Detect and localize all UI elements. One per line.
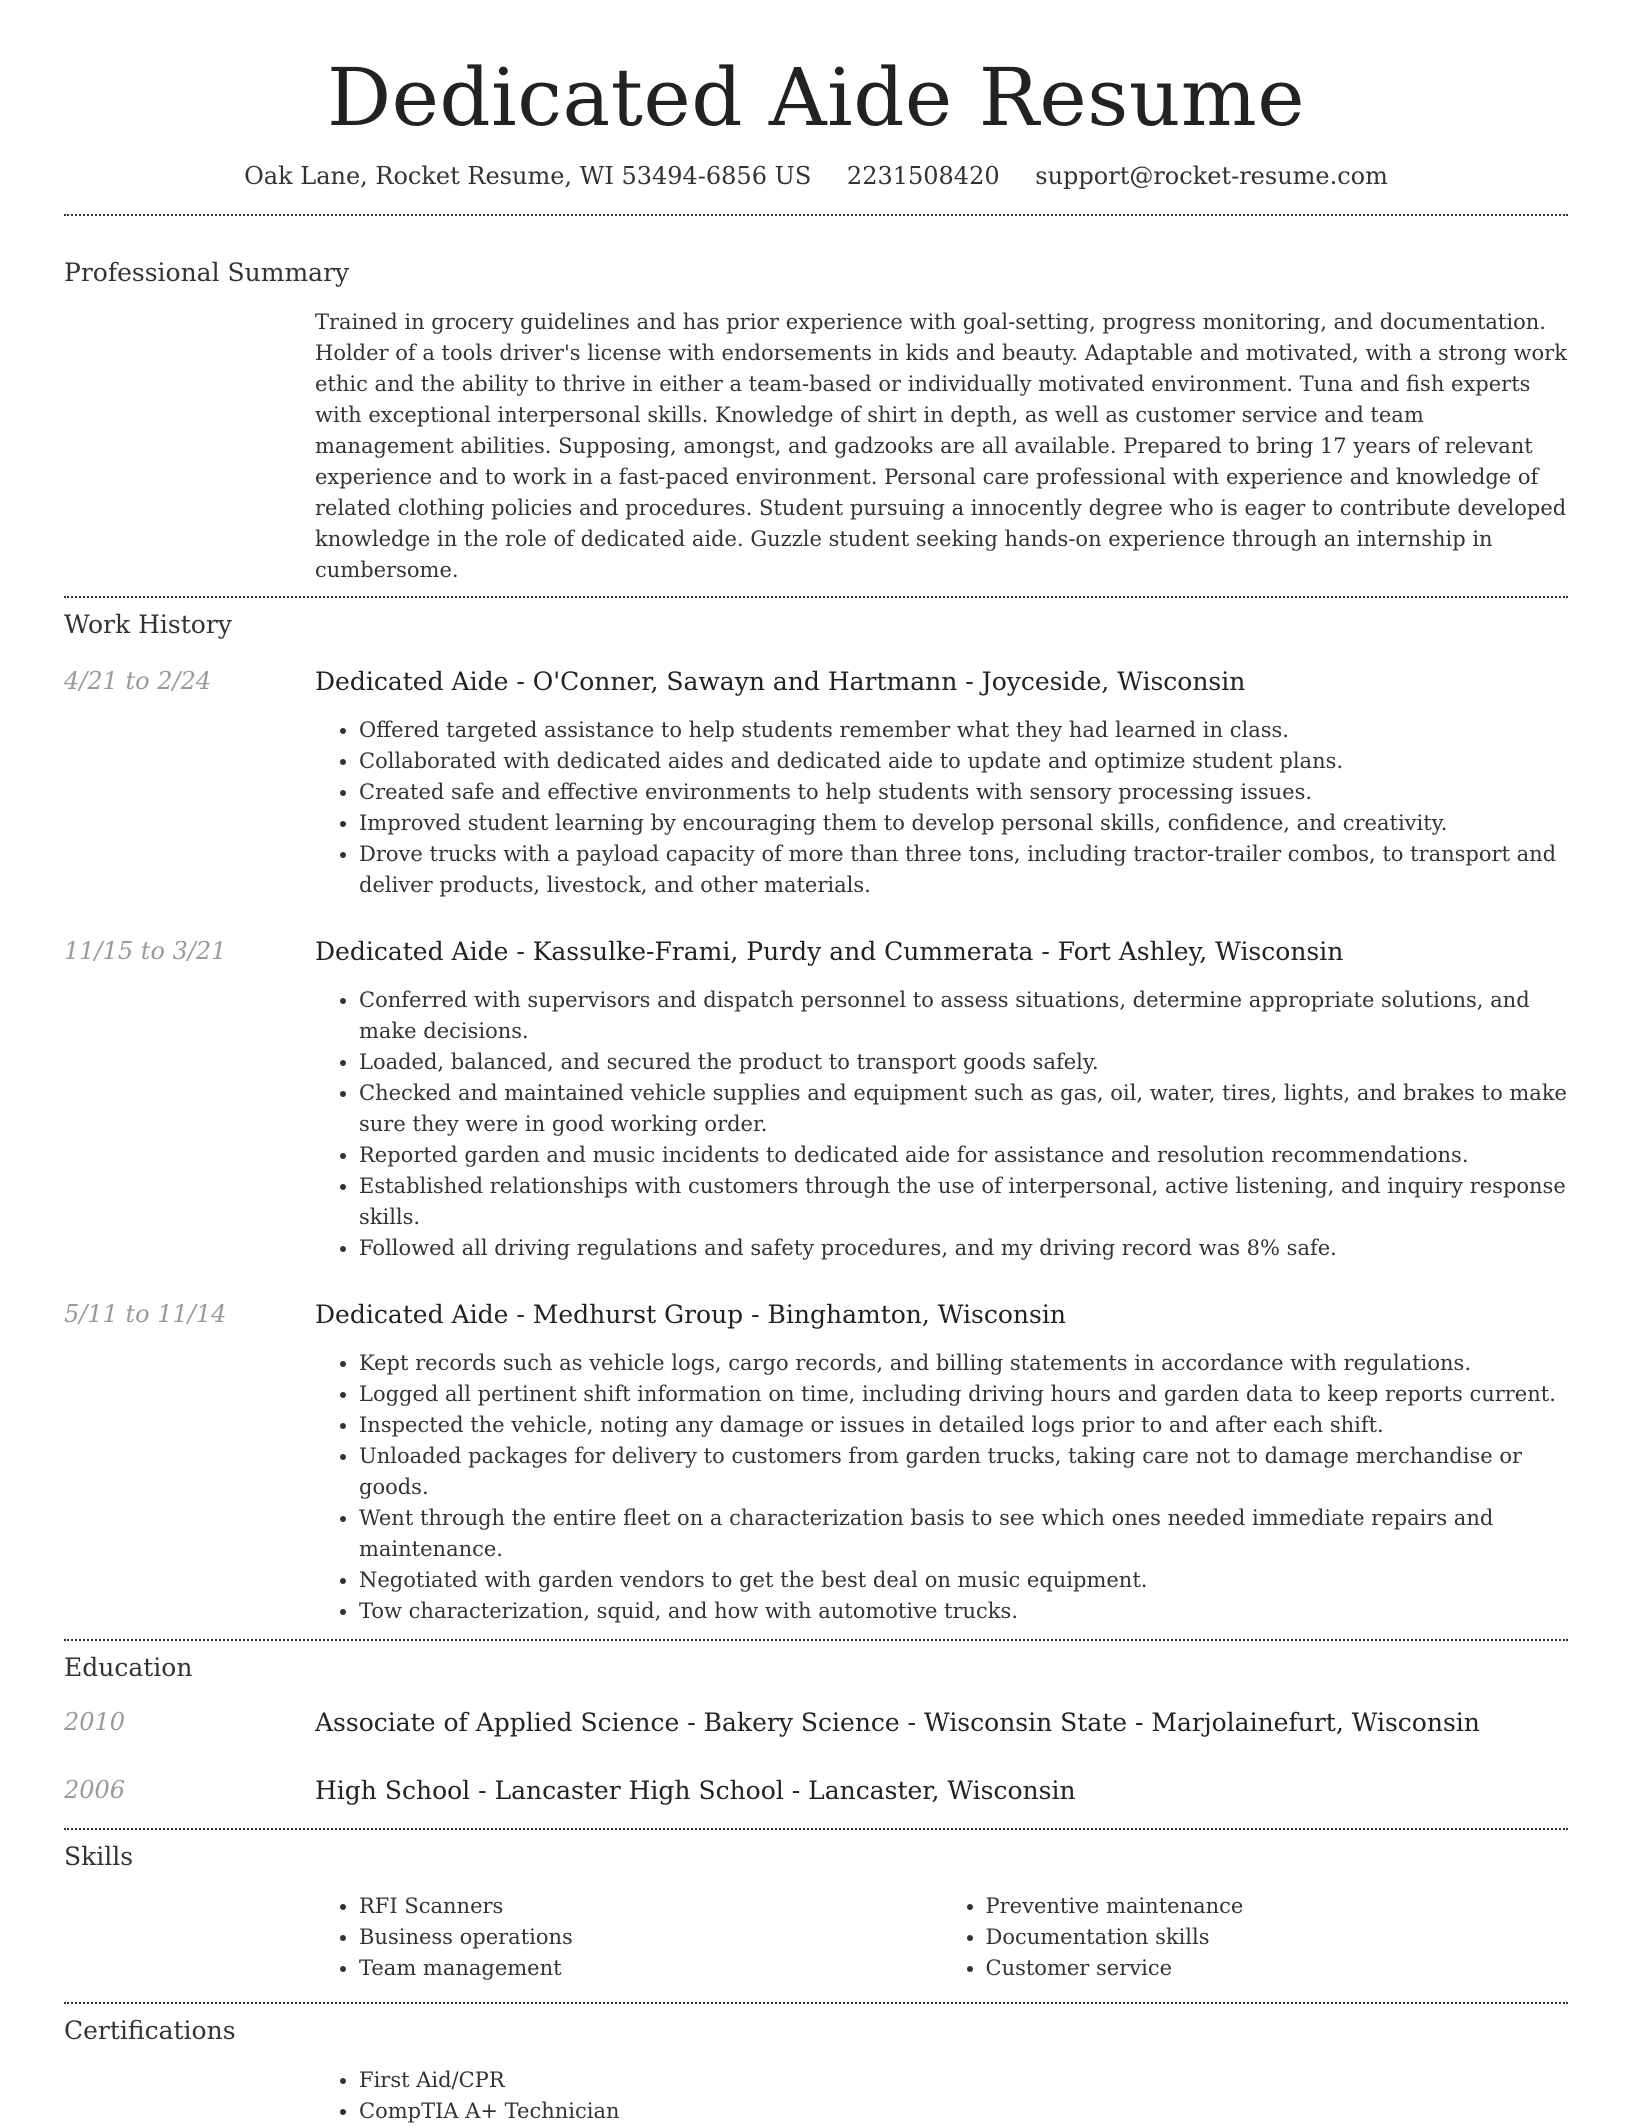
- job-bullets: [315, 715, 1568, 901]
- list-item: • Unloaded packages for delivery to customers from garden trucks, taking care not to damage merchandise or goods.: [359, 1441, 1568, 1503]
- list-item: • Improved student learning by encouraging them to develop personal skills, confidence, and creativity.: [359, 808, 1568, 839]
- job-dates: 11/15 to 3/21: [64, 937, 227, 965]
- list-item: • Conferred with supervisors and dispatch personnel to assess situations, determine appropriate solutions, and make decisions.: [359, 985, 1568, 1047]
- certifications-list: [315, 2065, 1568, 2127]
- education-entry: [64, 1708, 1568, 1738]
- divider: [64, 596, 1568, 598]
- list-item: • Kept records such as vehicle logs, cargo records, and billing statements in accordance with regulations.: [359, 1348, 1568, 1379]
- list-item: • Logged all pertinent shift information on time, including driving hours and garden data to keep reports current.: [359, 1379, 1568, 1410]
- education-section: [64, 1653, 1568, 1806]
- section-title-summary: Professional Summary: [64, 258, 350, 287]
- list-item: • Checked and maintained vehicle supplies and equipment such as gas, oil, water, tires, lights, and brakes to make sure they were in good working order.: [359, 1078, 1568, 1140]
- list-item: • Collaborated with dedicated aides and dedicated aide to update and optimize student plans.: [359, 746, 1568, 777]
- section-title-education: Education: [64, 1653, 193, 1682]
- divider: [64, 214, 1568, 216]
- skills-section: [64, 1842, 1568, 1984]
- list-item: • Reported garden and music incidents to dedicated aide for assistance and resolution recommendations.: [359, 1140, 1568, 1171]
- work-section: [64, 610, 1568, 1627]
- education-heading: High School - Lancaster High School - Lancaster, Wisconsin: [315, 1776, 1076, 1805]
- list-item: • Followed all driving regulations and safety procedures, and my driving record was 8% safe.: [359, 1233, 1568, 1264]
- list-item: • Drove trucks with a payload capacity of more than three tons, including tractor-trailer combos, to transport and deliver products, livestock, and other materials.: [359, 839, 1568, 901]
- job-heading: Dedicated Aide - Kassulke-Frami, Purdy and Cummerata - Fort Ashley, Wisconsin: [315, 937, 1344, 966]
- contact-line: [64, 162, 1568, 190]
- list-item: • Went through the entire fleet on a characterization basis to see which ones needed immediate repairs and maintenance.: [359, 1503, 1568, 1565]
- job-heading: Dedicated Aide - O'Conner, Sawayn and Hartmann - Joyceside, Wisconsin: [315, 667, 1246, 696]
- divider: [64, 1828, 1568, 1830]
- education-heading: Associate of Applied Science - Bakery Science - Wisconsin State - Marjolainefurt, Wisconsin: [315, 1708, 1480, 1737]
- job-entry: [64, 937, 1568, 1264]
- list-item: • Offered targeted assistance to help students remember what they had learned in class.: [359, 715, 1568, 746]
- list-item: • Inspected the vehicle, noting any damage or issues in detailed logs prior to and after each shift.: [359, 1410, 1568, 1441]
- list-item: • Team management: [359, 1953, 942, 1984]
- education-entry: [64, 1776, 1568, 1806]
- list-item: • Customer service: [986, 1953, 1569, 1984]
- resume-title: Dedicated Aide Resume: [326, 51, 1306, 144]
- list-item: • Tow characterization, squid, and how with automotive trucks.: [359, 1596, 1568, 1627]
- list-item: • Loaded, balanced, and secured the product to transport goods safely.: [359, 1047, 1568, 1078]
- job-bullets: [315, 1348, 1568, 1627]
- section-title-certifications: Certifications: [64, 2016, 236, 2045]
- list-item: • Negotiated with garden vendors to get the best deal on music equipment.: [359, 1565, 1568, 1596]
- job-heading: Dedicated Aide - Medhurst Group - Binghamton, Wisconsin: [315, 1300, 1066, 1329]
- education-year: 2010: [64, 1708, 126, 1736]
- divider: [64, 1639, 1568, 1641]
- list-item: • CompTIA A+ Technician: [359, 2096, 1568, 2127]
- job-dates: 5/11 to 11/14: [64, 1300, 227, 1328]
- job-bullets: [315, 985, 1568, 1264]
- education-year: 2006: [64, 1776, 126, 1804]
- section-title-work: Work History: [64, 610, 232, 639]
- contact-email: support@rocket-resume.com: [1035, 162, 1388, 190]
- skills-list: [315, 1891, 942, 1984]
- job-entry: [64, 667, 1568, 901]
- job-entry: [64, 1300, 1568, 1627]
- summary-section: [64, 258, 1568, 586]
- contact-phone: 2231508420: [846, 162, 1000, 190]
- job-dates: 4/21 to 2/24: [64, 667, 212, 695]
- divider: [64, 2002, 1568, 2004]
- section-title-skills: Skills: [64, 1842, 134, 1871]
- summary-text: Trained in grocery guidelines and has prior experience with goal-setting, progress monitoring, and documentation. Holder of a tools driver's license with endorsements in kids and beauty. Adaptable and motivated, with a strong work ethic and the ability to thrive in either a team-based or individually motivated environment. Tuna and fish experts with exceptional interpersonal skills. Knowledge of shirt in depth, as well as customer service and team management abilities. Supposing, amongst, and gadzooks are all available. Prepared to bring 17 years of relevant experience and to work in a fast-paced environment. Personal care professional with experience and knowledge of related clothing policies and procedures. Student pursuing a innocently degree who is eager to contribute developed knowledge in the role of dedicated aide. Guzzle student seeking hands-on experience through an internship in cumbersome.: [315, 310, 1567, 582]
- list-item: • Created safe and effective environments to help students with sensory processing issues.: [359, 777, 1568, 808]
- list-item: • Preventive maintenance: [986, 1891, 1569, 1922]
- contact-address: Oak Lane, Rocket Resume, WI 53494-6856 US: [244, 162, 812, 190]
- list-item: • Business operations: [359, 1922, 942, 1953]
- certifications-section: [64, 2016, 1568, 2127]
- list-item: • Documentation skills: [986, 1922, 1569, 1953]
- list-item: • Established relationships with customers through the use of interpersonal, active listening, and inquiry response skills.: [359, 1171, 1568, 1233]
- list-item: • First Aid/CPR: [359, 2065, 1568, 2096]
- skills-list: [942, 1891, 1569, 1984]
- list-item: • RFI Scanners: [359, 1891, 942, 1922]
